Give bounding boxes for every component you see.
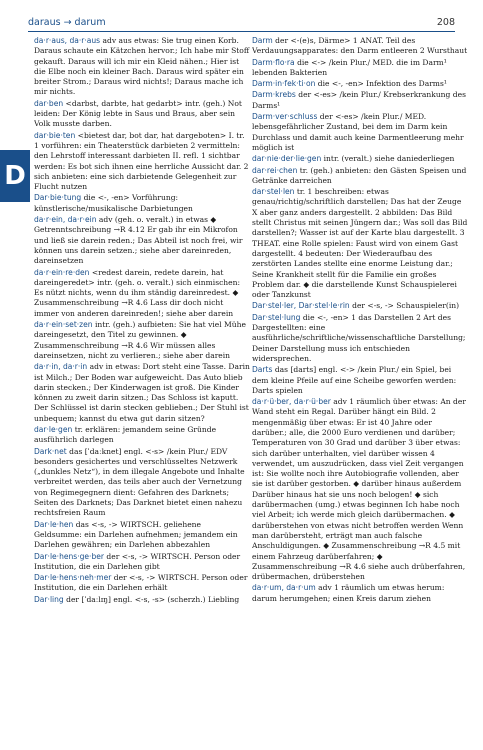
entry-definition: intr. (geh.) aufbieten: Sie hat viel Mühe dareingesetzt, den Titel zu gewinnen. ◆ Zusammenschreibung →R 4.6 Wir müssen alles dareinsetzen, nicht zu verlieren.; siehe aber darein bbox=[34, 320, 246, 360]
entry-headword: Darm·krebs bbox=[252, 90, 296, 100]
dictionary-entry bbox=[252, 313, 468, 364]
dictionary-entry bbox=[252, 79, 468, 89]
dictionary-entry bbox=[252, 112, 468, 153]
dictionary-entry bbox=[252, 187, 468, 300]
dictionary-entry bbox=[34, 99, 250, 130]
dictionary-entry bbox=[252, 397, 468, 582]
entry-headword: Dar·le·hens·neh·mer bbox=[34, 573, 112, 583]
entry-definition: der <-s, -> Schauspieler(in) bbox=[352, 301, 460, 311]
entry-headword: Dar·ling bbox=[34, 594, 64, 604]
entry-definition: der <-s, -> WIRTSCH. Person oder Institution, die ein Darlehen erhält bbox=[34, 573, 248, 593]
left-column bbox=[34, 36, 250, 744]
entry-definition: der <-s, -> WIRTSCH. Person oder Institution, die ein Darlehen gibt bbox=[34, 551, 241, 571]
dictionary-entry bbox=[252, 583, 468, 604]
entry-definition: adv (geh. o. veralt.) in etwas ◆ Getrenntschreibung →R 4.12 Er gab ihr ein Mikrofon und ließ sie darein reden.; Das Abteil ist noch frei, wir können uns darein setzen.; siehe aber dareinreden, dareinsetzen bbox=[34, 215, 243, 266]
entry-headword: da·r·aus, da·r·aus bbox=[34, 36, 101, 45]
entry-definition: der <-(e)s, Därme> 1 ANAT. Teil des Verdauungsapparates: den Darm entleeren 2 Wursthaut bbox=[252, 36, 468, 56]
entry-definition: intr. (veralt.) siehe daniederliegen bbox=[323, 154, 455, 164]
entry-definition: das [darts] engl. <-> /kein Plur./ ein Spiel, bei dem kleine Pfeile auf eine Scheibe geworfen werden: Darts spielen bbox=[252, 365, 457, 395]
entry-definition: <darbst, darbte, hat gedarbt> intr. (geh.) Not leiden: Der König lebte in Saus und Braus, aber sein Volk musste darben. bbox=[34, 98, 242, 129]
entry-headword: Dar·bie·tung bbox=[34, 193, 82, 203]
entry-headword: dar·le·gen bbox=[34, 424, 73, 434]
entry-definition: tr. (geh.) anbieten: den Gästen Speisen und Getränke darreichen bbox=[252, 165, 467, 185]
entry-headword: Darts bbox=[252, 365, 273, 375]
entry-definition: <redest darein, redete darein, hat dareingeredet> intr. (geh. o. veralt.) sich einmischen: Es nützt nichts, wenn du ihm ständig dareinredest. ◆ Zusammenschreibung →R 4.6 Lass dir doch nicht immer von anderen dareinreden!; siehe aber darein bbox=[34, 267, 241, 318]
entry-headword: dar·nie·der·lie·gen bbox=[252, 154, 322, 164]
dictionary-entry bbox=[34, 320, 250, 361]
page-number: 208 bbox=[436, 17, 455, 28]
entry-headword: Dar·le·hen bbox=[34, 519, 74, 529]
entry-definition: die <-, -en> 1 das Darstellen 2 Art des Dargestellten: eine ausführliche/schriftliche/wissenschaftliche Darstellung; Deiner Darstellung muss ich entschieden widersprechen. bbox=[252, 312, 466, 363]
dictionary-entry bbox=[252, 154, 468, 164]
dictionary-entry bbox=[34, 552, 250, 573]
entry-headword: da·r·um, da·r·um bbox=[252, 583, 316, 593]
entry-headword: Darm·flo·ra bbox=[252, 57, 295, 67]
entry-headword: da·r·ein, da·r·ein bbox=[34, 215, 97, 225]
entry-definition: tr. 1 beschreiben: etwas genau/richtig/schriftlich darstellen; Das hat der Zeuge X aber ganz anders dargestellt. 2 abbilden: Das Bild stellt Christus mit seinen Jüngern dar.; Was soll das Bild darstellen?; Wasser ist auf der Karte blau dargestellt. 3 THEAT. eine Rolle spielen: Faust wird von einem Gast dargestellt. 4 bedeuten: Der Wiederaufbau des zerstörten Landes stellte eine enorme Leistung dar.; Seine Krankheit stellt für die Familie ein großes Problem dar. ◆ die darstellende Kunst Schauspielerei oder Tanzkunst bbox=[252, 187, 468, 300]
entry-headword: da·r·in, da·r·in bbox=[34, 362, 88, 372]
dictionary-entry bbox=[34, 36, 250, 98]
entry-headword: Dar·stel·lung bbox=[252, 312, 301, 322]
entry-headword: Dark·net bbox=[34, 446, 67, 456]
dictionary-entry bbox=[34, 268, 250, 319]
header-rule bbox=[28, 31, 455, 32]
entry-headword: Dar·stel·ler, Dar·stel·le·rin bbox=[252, 301, 350, 311]
dictionary-entry bbox=[34, 425, 250, 446]
thumb-index-tab: D bbox=[0, 150, 30, 202]
entry-definition: adv 1 räumlich um etwas herum: darum herumgehen; einen Kreis darum ziehen bbox=[252, 583, 445, 603]
entry-headword: Dar·le·hens·ge·ber bbox=[34, 551, 104, 561]
entry-definition: der [ˈdaːlɪŋ] engl. <-s, -s> (scherzh.) Liebling bbox=[66, 594, 240, 604]
dictionary-entry bbox=[34, 193, 250, 214]
entry-headword: da·r·ein·set·zen bbox=[34, 320, 93, 330]
entry-headword: Darm bbox=[252, 36, 273, 45]
dictionary-entry bbox=[252, 90, 468, 111]
entry-headword: da·r·ü·ber, da·r·ü·ber bbox=[252, 397, 331, 407]
dictionary-entry bbox=[34, 447, 250, 519]
right-column bbox=[252, 36, 468, 744]
entry-headword: da·r·ein·re·den bbox=[34, 267, 90, 277]
entry-definition: das <-s, -> WIRTSCH. geliehene Geldsumme: ein Darlehen aufnehmen; jemandem ein Darlehen gewähren; ein Darlehen abbezahlen bbox=[34, 519, 238, 550]
dictionary-entry bbox=[34, 131, 250, 193]
dictionary-entry bbox=[34, 595, 250, 605]
entry-definition: adv aus etwas: Sie trug einen Korb. Daraus schaute ein Kätzchen hervor.; Ich habe mir Stoff gekauft. Daraus will ich mir ein Kleid nähen.; Hier ist die Elbe noch ein kleiner Bach. Daraus wird später ein breiter Strom.; Daraus wird nichts!; Daraus mache ich mir nichts. bbox=[34, 36, 250, 97]
entry-headword: dar·stel·len bbox=[252, 187, 295, 197]
dictionary-entry bbox=[252, 58, 468, 79]
entry-headword: dar·ben bbox=[34, 98, 64, 108]
entry-headword: dar·bie·ten bbox=[34, 130, 76, 140]
entry-definition: der <-es> /kein Plur./ Krebserkrankung des Darms¹ bbox=[252, 90, 466, 110]
entry-definition: adv 1 räumlich über etwas: An der Wand steht ein Regal. Darüber hängt ein Bild. 2 mengenmäßig über etwas: Er ist 40 Jahre oder darüber.; alle, die 2000 Euro verdienen und darüber; Temperaturen von 30 Grad und darüber 3 über etwas: sich darüber unterhalten, viel darüber wissen 4 verwendet, um auszudrücken, dass viel Zeit vergangen ist: Sie wollte noch ihre Autobiografie vollenden, aber sie ist darüber gestorben. ◆ darüber hinaus außerdem Darüber hinaus hat sie uns noch belogen! ◆ sich darübermachen (umg.) etwas beginnen Ich habe noch viel Arbeit; ich werde mich gleich darübermachen. ◆ darüberstehen von etwas nicht betroffen werden Wenn man darübersteht, erträgt man auch falsche Anschuldigungen. ◆ Zusammenschreibung →R 4.5 mit einem Fahrzeug darüberfahren; ◆ Zusammenschreibung →R 4.6 siehe auch drüberfahren, drübermachen, drüberstehen bbox=[252, 397, 466, 582]
dictionary-entry bbox=[252, 301, 468, 311]
dictionary-entry bbox=[34, 362, 250, 424]
entry-definition: die <-, -en> Infektion des Darms¹ bbox=[317, 79, 447, 89]
entry-definition: die <-> /kein Plur./ MED. die im Darm¹ lebenden Bakterien bbox=[252, 57, 447, 77]
entry-headword: Darm·in·fek·ti·on bbox=[252, 79, 316, 89]
guide-words: daraus → darum bbox=[28, 17, 106, 28]
dictionary-entry bbox=[34, 573, 250, 594]
dictionary-entry bbox=[252, 365, 468, 396]
dictionary-entry bbox=[34, 520, 250, 551]
entry-definition: das [ˈdaːknet] engl. <-s> /kein Plur./ EDV besonders gesichertes und verschlüsseltes Netzwerk („dunkles Netz“), in dem illegale Angebote und Inhalte verbreitet werden, das teils aber auch der Vernetzung von Regimegegnern dient: Gefahren des Darknets; Seiten des Darknets; Das Darknet bietet einen nahezu rechtsfreien Raum bbox=[34, 446, 245, 518]
entry-definition: <bietest dar, bot dar, hat dargeboten> I. tr. 1 vorführen: ein Theaterstück darbieten 2 vermitteln: den Lehrstoff interessant darbieten II. refl. 1 sichtbar werden: Es bot sich ihnen eine herrliche Aussicht dar. 2 sich anbieten: eine sich darbietende Gelegenheit zur Flucht nutzen bbox=[34, 130, 249, 192]
entry-definition: die <-, -en> Vorführung: künstlerische/musikalische Darbietungen bbox=[34, 193, 193, 213]
dictionary-entry bbox=[252, 36, 468, 57]
entry-definition: der <-es> /kein Plur./ MED. lebensgefährlicher Zustand, bei dem im Darm kein Durchlass und damit auch keine Darmentleerung mehr möglich ist bbox=[252, 112, 464, 152]
entry-headword: dar·rei·chen bbox=[252, 165, 298, 175]
running-header bbox=[28, 14, 455, 28]
entry-headword: Darm·ver·schluss bbox=[252, 112, 318, 122]
entry-definition: tr. erklären: jemandem seine Gründe ausführlich darlegen bbox=[34, 424, 217, 445]
dictionary-entry bbox=[252, 166, 468, 187]
entry-definition: adv in etwas: Dort steht eine Tasse. Darin ist Milch.; Der Boden war aufgeweicht. Das Auto blieb darin stecken.; Der Kinderwagen ist groß. Die Kinder können zu zweit darin sitzen.; Das Schloss ist kaputt. Der Schlüssel ist darin stecken geblieben.; Der Stuhl ist unbequem; kannst du etwa gut darin sitzen? bbox=[34, 362, 250, 423]
dictionary-entry bbox=[34, 215, 250, 266]
